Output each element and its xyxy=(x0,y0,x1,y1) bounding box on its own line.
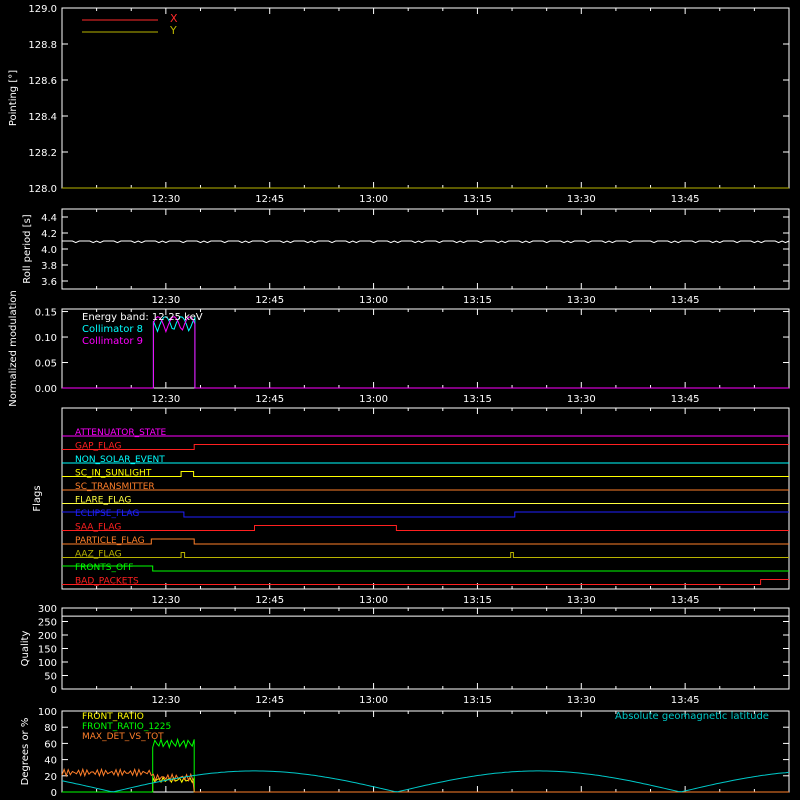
legend-label: Y xyxy=(170,24,177,37)
x-tick-label: 13:00 xyxy=(359,595,388,606)
flag-label: SC_TRANSMITTER xyxy=(75,482,155,492)
y-tick-label: 128.0 xyxy=(28,184,57,195)
y-tick-label: 129.0 xyxy=(28,4,57,15)
y-tick-label: 0.10 xyxy=(34,333,57,345)
y-tick-label: 3.6 xyxy=(41,277,57,288)
x-tick-label: 13:15 xyxy=(463,695,492,706)
y-tick-label: 0.00 xyxy=(34,384,57,395)
x-tick-label: 12:30 xyxy=(151,595,181,606)
x-tick-label: 13:00 xyxy=(359,695,388,706)
y-tick-label: 300 xyxy=(37,604,57,615)
legend-label: MAX_DET_VS_TOT xyxy=(82,732,164,742)
x-tick-label: 12:45 xyxy=(255,695,285,706)
x-tick-label: 13:45 xyxy=(670,394,700,405)
y-tick-label: 40 xyxy=(44,755,57,767)
x-tick-label: 13:15 xyxy=(463,194,492,205)
flag-label: FRONTS_OFF xyxy=(75,563,134,573)
legend-label: Collimator 9 xyxy=(82,336,143,347)
x-tick-label: 13:45 xyxy=(670,595,700,606)
x-tick-label: 13:30 xyxy=(566,194,596,205)
flag-label: BAD_PACKETS xyxy=(75,576,139,587)
x-tick-label: 12:30 xyxy=(151,194,181,205)
x-tick-label: 12:45 xyxy=(255,394,285,405)
x-tick-label: 13:45 xyxy=(670,695,700,706)
x-tick-label: 13:15 xyxy=(463,595,492,606)
y-tick-label: 200 xyxy=(37,631,57,642)
y-tick-label: 4.4 xyxy=(41,213,57,224)
y-tick-label: 150 xyxy=(37,644,57,656)
y-axis-label: Flags xyxy=(32,485,43,512)
y-axis-label: Degrees or % xyxy=(20,717,31,786)
x-tick-label: 13:30 xyxy=(566,394,596,405)
y-tick-label: 80 xyxy=(44,723,57,735)
flag-label: ECLIPSE_FLAG xyxy=(75,509,140,519)
x-tick-label: 13:45 xyxy=(670,295,700,306)
y-tick-label: 20 xyxy=(44,771,57,783)
x-tick-label: 12:30 xyxy=(151,695,181,706)
flag-label: AAZ_FLAG xyxy=(75,549,122,560)
y-axis-label: Pointing [°] xyxy=(8,69,19,127)
x-tick-label: 13:30 xyxy=(566,695,596,706)
y-tick-label: 128.6 xyxy=(28,76,57,87)
flag-label: GAP_FLAG xyxy=(75,441,122,452)
x-tick-label: 13:15 xyxy=(463,394,492,405)
y-tick-label: 128.2 xyxy=(28,148,57,159)
y-tick-label: 250 xyxy=(37,617,57,629)
x-tick-label: 13:00 xyxy=(359,295,388,306)
energy-band-label: Energy band: 12-25 keV xyxy=(82,312,203,323)
x-tick-label: 12:30 xyxy=(151,295,181,306)
legend-label: FRONT_RATIO xyxy=(82,712,144,722)
y-axis-label: Normalized modulation xyxy=(8,290,19,407)
x-tick-label: 12:45 xyxy=(255,295,285,306)
x-tick-label: 13:30 xyxy=(566,595,596,606)
y-tick-label: 100 xyxy=(37,707,57,718)
x-tick-label: 12:45 xyxy=(255,194,285,205)
flag-label: NON_SOLAR_EVENT xyxy=(75,455,165,465)
flag-label: SC_IN_SUNLIGHT xyxy=(75,468,152,479)
y-tick-label: 60 xyxy=(44,739,57,751)
y-tick-label: 128.8 xyxy=(28,40,57,51)
legend-label: Collimator 8 xyxy=(82,324,143,335)
y-axis-label: Roll period [s] xyxy=(22,214,33,284)
x-tick-label: 13:00 xyxy=(359,394,388,405)
y-tick-label: 0.15 xyxy=(34,307,57,319)
legend-label: FRONT_RATIO_1225 xyxy=(82,722,172,732)
flag-label: ATTENUATOR_STATE xyxy=(75,428,167,438)
y-tick-label: 128.4 xyxy=(28,112,57,123)
legend-label: X xyxy=(170,12,178,25)
flag-label: PARTICLE_FLAG xyxy=(75,536,145,546)
y-tick-label: 4.0 xyxy=(41,245,57,256)
annotation-label: Absolute geomagnetic latitude xyxy=(615,711,769,722)
x-tick-label: 13:00 xyxy=(359,194,388,205)
y-tick-label: 0 xyxy=(50,788,57,799)
y-tick-label: 3.8 xyxy=(41,261,57,272)
y-tick-label: 100 xyxy=(37,658,57,669)
x-tick-label: 12:30 xyxy=(151,394,181,405)
y-tick-label: 50 xyxy=(44,671,57,683)
x-tick-label: 13:30 xyxy=(566,295,596,306)
y-tick-label: 4.2 xyxy=(41,229,57,240)
x-tick-label: 13:15 xyxy=(463,295,492,306)
flag-label: FLARE_FLAG xyxy=(75,495,132,506)
flag-label: SAA_FLAG xyxy=(75,522,122,533)
x-tick-label: 13:45 xyxy=(670,194,700,205)
y-axis-label: Quality xyxy=(20,630,31,667)
y-tick-label: 0.05 xyxy=(34,358,57,370)
x-tick-label: 12:45 xyxy=(255,595,285,606)
y-tick-label: 0 xyxy=(50,685,57,696)
